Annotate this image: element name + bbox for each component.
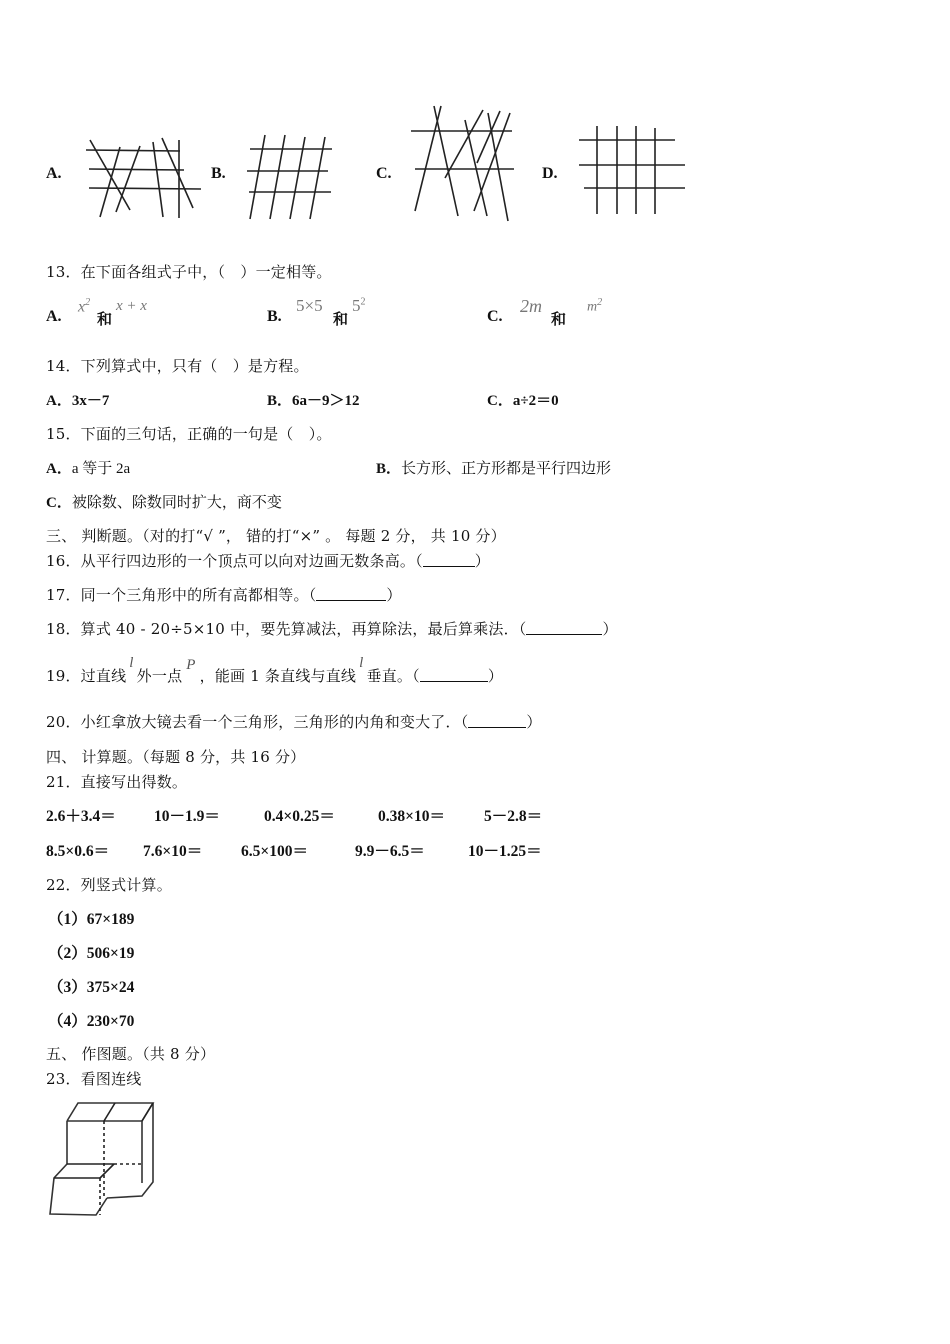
section-4-heading: 四、 计算题。（每题 8 分，共 16 分） [46, 748, 306, 766]
lines-figure-c [405, 103, 525, 223]
lines-figure-a [80, 130, 210, 225]
answer-blank[interactable] [420, 667, 488, 682]
expression: 2m [520, 296, 542, 316]
question-21-stem: 21．直接写出得数。 [46, 773, 188, 791]
q15-option-c[interactable]: C．被除数、除数同时扩大，商不变 [46, 495, 282, 511]
question-23-stem: 23．看图连线 [46, 1070, 142, 1088]
q14-option-b[interactable]: B．6a－9＞12 [267, 393, 360, 409]
answer-blank[interactable] [423, 552, 475, 567]
question-13-stem: 13．在下面各组式子中，（ ）一定相等。 [46, 263, 332, 281]
lines-figure-b [245, 130, 340, 225]
cube-stack-figure [45, 1098, 160, 1218]
question-15-stem: 15．下面的三句话，正确的一句是（ ）。 [46, 425, 332, 443]
judge-item-18: 18．算式 40 - 20÷5×10 中，要先算减法，再算除法，最后算乘法．（ ） [46, 620, 618, 638]
calc-item[interactable]: 10－1.9＝ [154, 808, 220, 825]
point-symbol: P [186, 657, 196, 673]
answer-blank[interactable] [468, 713, 526, 728]
section-5-heading: 五、 作图题。（共 8 分） [46, 1045, 216, 1063]
q15-option-a[interactable]: A．a 等于 2a [46, 461, 131, 477]
judge-item-19: 19．过直线l外一点P，能画 1 条直线与直线l垂直。（ ） [46, 655, 504, 685]
answer-blank[interactable] [526, 620, 602, 635]
question-22-stem: 22．列竖式计算。 [46, 876, 172, 894]
calc-item[interactable]: 6.5×100＝ [241, 843, 308, 860]
conjunction: 和 [333, 310, 349, 328]
vertical-calc-1[interactable]: （1）67×189 [48, 911, 135, 928]
expression: 5×5 [296, 296, 323, 315]
calc-item[interactable]: 9.9－6.5＝ [355, 843, 425, 860]
q14-option-c[interactable]: C．a÷2＝0 [487, 393, 559, 409]
option-d-label[interactable]: D. [542, 165, 558, 182]
calc-item[interactable]: 8.5×0.6＝ [46, 843, 110, 860]
expression: $x^2$ [78, 297, 91, 316]
calc-item[interactable]: 7.6×10＝ [143, 843, 203, 860]
question-14-stem: 14．下列算式中，只有（ ）是方程。 [46, 357, 309, 375]
answer-blank[interactable] [316, 586, 386, 601]
line-symbol: l [129, 655, 134, 671]
option-a-label[interactable]: A. [46, 165, 62, 182]
vertical-calc-4[interactable]: （4）230×70 [48, 1013, 135, 1030]
calc-item[interactable]: 0.38×10＝ [378, 808, 445, 825]
calc-item[interactable]: 0.4×0.25＝ [264, 808, 335, 825]
option-c-label[interactable]: C. [376, 165, 392, 182]
expression: $m^2$ [587, 297, 603, 315]
lines-figure-d [575, 123, 690, 218]
conjunction: 和 [97, 310, 113, 328]
option-b-label[interactable]: B. [211, 165, 226, 182]
section-3-heading: 三、 判断题。（对的打“√ ”， 错的打“×” 。 每题 2 分， 共 10 分） [46, 527, 506, 545]
calc-item[interactable]: 10－1.25＝ [468, 843, 542, 860]
expression: $5^2$ [352, 296, 366, 315]
calc-item[interactable]: 5－2.8＝ [484, 808, 543, 825]
judge-item-17: 17．同一个三角形中的所有高都相等。（ ） [46, 586, 402, 604]
conjunction: 和 [551, 310, 567, 328]
vertical-calc-3[interactable]: （3）375×24 [48, 979, 135, 996]
option-label: C. [487, 308, 503, 325]
vertical-calc-2[interactable]: （2）506×19 [48, 945, 135, 962]
judge-item-16: 16．从平行四边形的一个顶点可以向对边画无数条高。（ ） [46, 552, 490, 570]
option-label: B. [267, 308, 282, 325]
q15-option-b[interactable]: B．长方形、正方形都是平行四边形 [376, 461, 612, 477]
q14-option-a[interactable]: A．3x－7 [46, 393, 110, 409]
judge-item-20: 20．小红拿放大镜去看一个三角形，三角形的内角和变大了．（ ） [46, 713, 542, 731]
expression: x + x [116, 298, 147, 314]
calc-item[interactable]: 2.6＋3.4＝ [46, 808, 116, 825]
option-label: A. [46, 308, 62, 325]
line-symbol: l [359, 655, 364, 671]
